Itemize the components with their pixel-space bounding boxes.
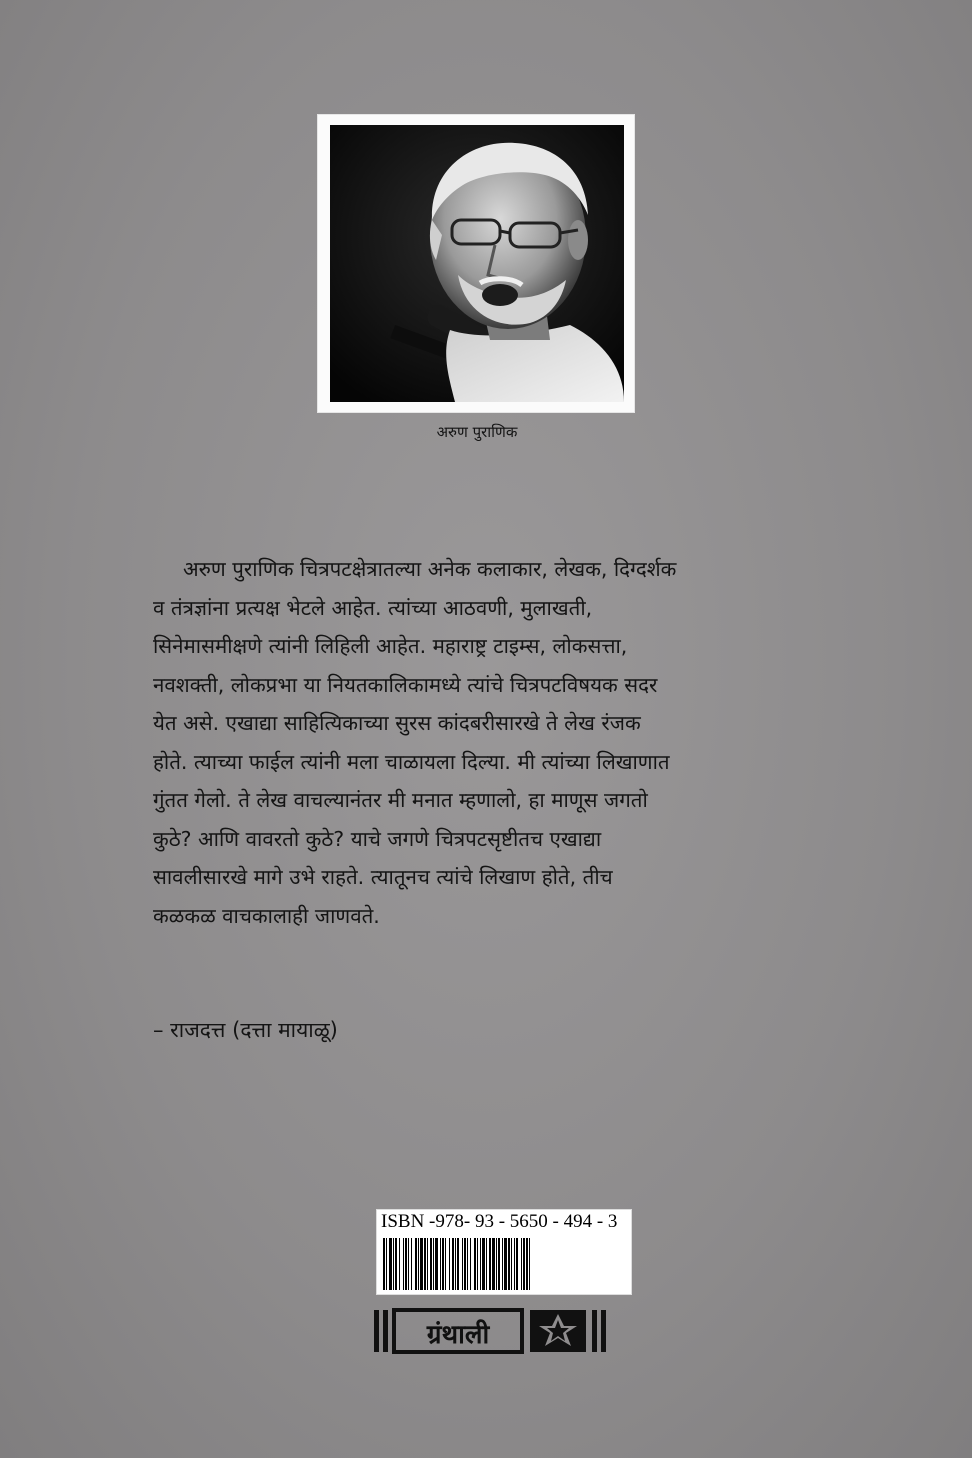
barcode-bar — [516, 1238, 518, 1290]
barcode-bar — [514, 1238, 515, 1290]
isbn-barcode — [376, 1209, 632, 1295]
author-photo-frame — [317, 114, 635, 413]
barcode-bar — [496, 1238, 497, 1290]
barcode-bar — [415, 1238, 417, 1290]
barcode-bar — [403, 1238, 404, 1290]
barcode-bar — [440, 1238, 441, 1290]
photo-caption: अरुण पुराणिक — [436, 423, 518, 441]
barcode-bar — [511, 1238, 512, 1290]
barcode-bar — [408, 1238, 409, 1290]
blurb-line: सावलीसारखे मागे उभे राहते. त्यातूनच त्यांचे लिखाण होते, तीच — [153, 865, 613, 889]
barcode-bar — [457, 1238, 459, 1290]
blurb-line: नवशक्ती, लोकप्रभा या नियतकालिकामध्ये त्यांचे चित्रपटविषयक सदर — [153, 672, 658, 697]
barcode-bars — [383, 1238, 627, 1290]
barcode-bar — [455, 1238, 456, 1290]
blurb-line: व तंत्रज्ञांना प्रत्यक्ष भेटले आहेत. त्यांच्या आठवणी, मुलाखती, — [153, 595, 593, 620]
barcode-bar — [504, 1238, 507, 1290]
barcode-bar — [420, 1238, 423, 1290]
barcode-bar — [452, 1238, 454, 1290]
barcode-bar — [521, 1238, 522, 1290]
barcode-bar — [435, 1238, 438, 1290]
barcode-bar — [486, 1238, 487, 1290]
barcode-bar — [477, 1238, 478, 1290]
barcode-bar — [492, 1238, 495, 1290]
barcode-bar — [445, 1238, 446, 1290]
barcode-bar — [393, 1238, 394, 1290]
barcode-bar — [480, 1238, 481, 1290]
isbn-number: ISBN -978- 93 - 5650 - 494 - 3 — [381, 1211, 618, 1232]
barcode-bar — [427, 1238, 428, 1290]
blurb-line: सिनेमासमीक्षणे त्यांनी लिहिली आहेत. महाराष्ट्र टाइम्स, लोकसत्ता, — [153, 634, 628, 658]
barcode-bar — [424, 1238, 426, 1290]
barcode-bar — [474, 1238, 476, 1290]
barcode-bar — [411, 1238, 412, 1290]
publisher-name: ग्रंथाली — [426, 1320, 490, 1350]
barcode-bar — [482, 1238, 485, 1290]
barcode-bar — [529, 1238, 530, 1290]
barcode-bar — [383, 1238, 385, 1290]
barcode-bar — [442, 1238, 444, 1290]
barcode-bar — [386, 1238, 387, 1290]
barcode-bar — [467, 1238, 468, 1290]
barcode-bar — [395, 1238, 397, 1290]
blurb-line: कळकळ वाचकालाही जाणवते. — [153, 903, 380, 928]
barcode-bar — [498, 1238, 500, 1290]
barcode-bar — [526, 1238, 528, 1290]
barcode-bar — [508, 1238, 510, 1290]
publisher-logo — [374, 1306, 626, 1356]
barcode-bar — [464, 1238, 466, 1290]
blurb-line: गुंतत गेलो. ते लेख वाचल्यानंतर मी मनात म्हणालो, हा माणूस जगतो — [153, 788, 648, 812]
barcode-bar — [405, 1238, 407, 1290]
blurb-line: अरुण पुराणिक चित्रपटक्षेत्रातल्या अनेक कलाकार, लेखक, दिग्दर्शक — [183, 557, 677, 581]
barcode-bar — [502, 1238, 503, 1290]
barcode-bar — [433, 1238, 434, 1290]
barcode-bar — [523, 1238, 525, 1290]
barcode-bar — [462, 1238, 463, 1290]
barcode-bar — [399, 1238, 400, 1290]
barcode-bar — [489, 1238, 491, 1290]
blurb-line: कुठे? आणि वावरतो कुठे? याचे जगणे चित्रपटसृष्टीतच एखाद्या — [153, 826, 602, 851]
author-photo — [330, 125, 624, 402]
barcode-bar — [449, 1238, 450, 1290]
barcode-bar — [470, 1238, 471, 1290]
barcode-bar — [418, 1238, 419, 1290]
blurb-line: येत असे. एखाद्या साहित्यिकाच्या सुरस कांदबरीसारखे ते लेख रंजक — [153, 711, 641, 735]
barcode-bar — [430, 1238, 432, 1290]
blurb-attribution: – राजदत्त (दत्ता मायाळू) — [153, 1018, 338, 1042]
blurb-text — [153, 550, 853, 935]
blurb-line: होते. त्याच्या फाईल त्यांनी मला चाळायला दिल्या. मी त्यांच्या लिखाणात — [153, 749, 670, 774]
barcode-bar — [389, 1238, 392, 1290]
